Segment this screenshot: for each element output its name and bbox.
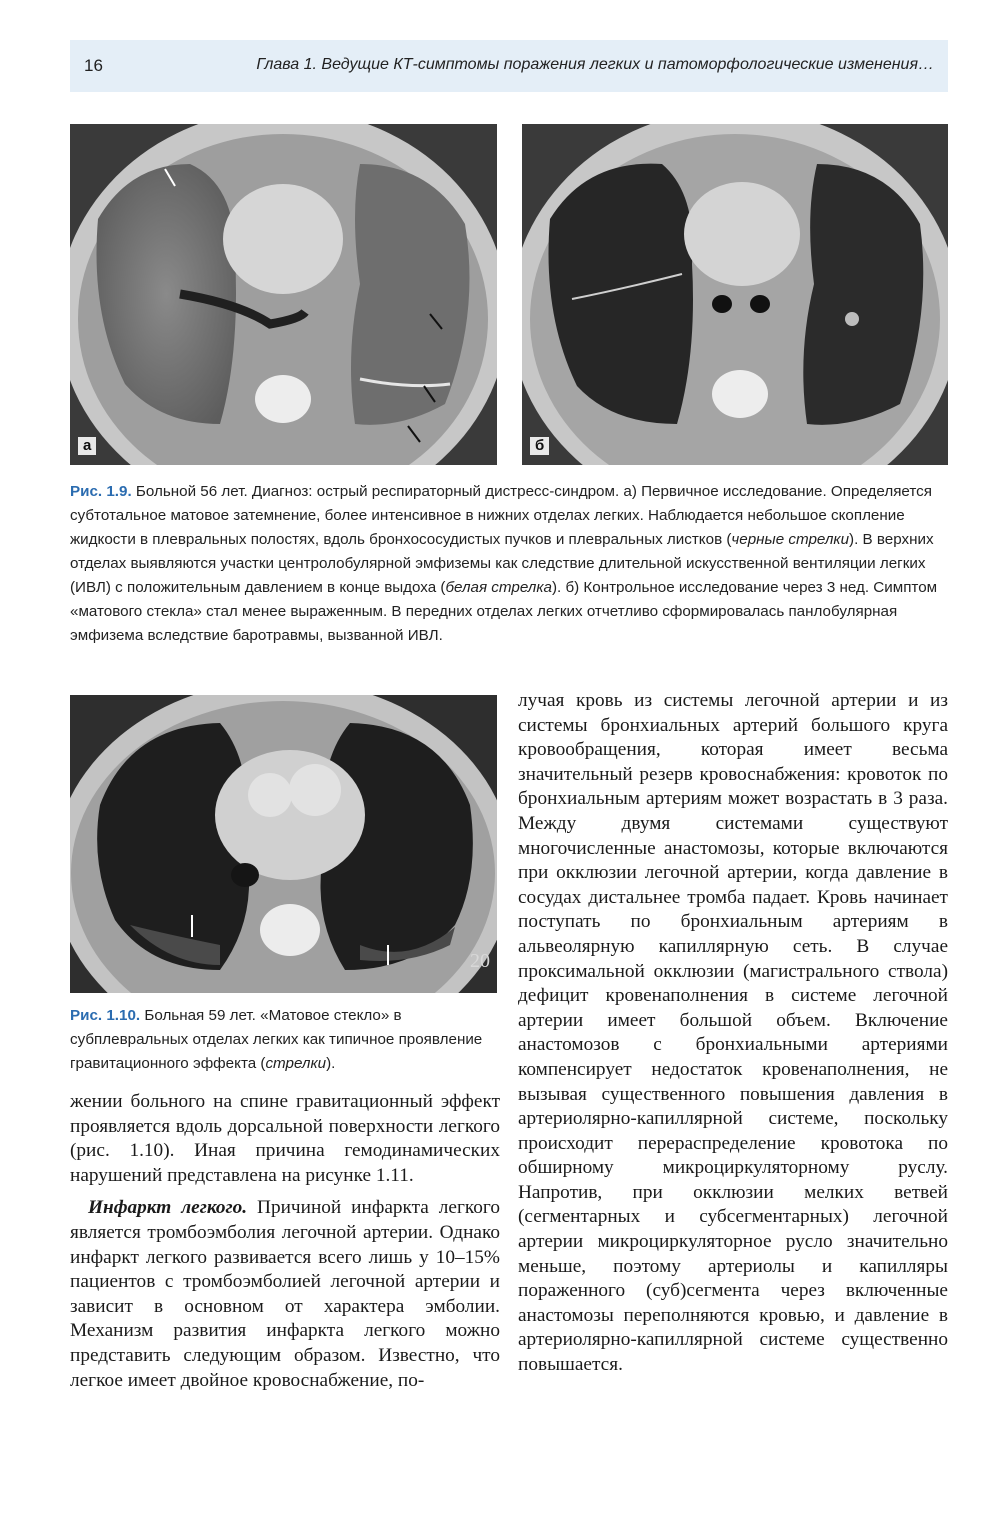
- caption-italic: белая стрелка: [445, 579, 552, 596]
- panel-label-b: б: [530, 437, 549, 455]
- right-text-column: [518, 689, 948, 1378]
- vertebra: [712, 370, 768, 418]
- left-text-column: [70, 1090, 500, 1393]
- ct-scan-image-a: [70, 124, 497, 465]
- section-title: Инфаркт легкого.: [88, 1197, 248, 1219]
- paragraph: лучая кровь из системы легочной артерии и из системы бронхиальных артерий большого круга кровообращения, которая имеет весьма значительный резерв кровоснабжения: кровоток по бронхиальным артериям может возрастать в 3 раза. Между двумя системами существуют многочисленные анастомозы, которые включаются при окклюзии легочной артерии, когда давление в сосудах дистальнее тромба падает. Кровь начинает поступать по бронхиальным артериям в альвеолярную капиллярную сеть. В случае проксимальной окклюзии (магистрального ствола) дефицит кровенаполнения в системе легочной артерии имеет большой объем. Включение анастомозов с бронхиальными артериями компенсирует недостаток кровенаполнения, не вызывая существенного повышения давления в артериолярно-капиллярной системе, поскольку происходит перераспределение кровотока по обширному микроциркуляторному руслу. Напротив, при окклюзии мелких ветвей (сегментарных и субсегментарных) легочной артерии микроциркуляторное русло значительно меньше, поэтому артериолы и капилляры пораженного (суб)сегмента через включенные анастомозы переполняются кровью, и давление в артериолярно-капиллярной системе существенно повышается.: [518, 690, 948, 1376]
- vertebra: [260, 904, 320, 956]
- caption-text: ). б) Контрольное исследование через 3 нед. Симптом «матового стекла» стал менее выраженным. В передних отделах легких отчетливо сформировалась панлобулярная эмфизема вследствие баротравмы, вызванной ИВЛ.: [70, 579, 938, 644]
- page-number: 16: [84, 56, 103, 75]
- trachea: [712, 295, 732, 313]
- figure-1-9-panel-a: [70, 124, 497, 465]
- caption-text: ).: [326, 1055, 336, 1072]
- paragraph: жении больного на спине гравитационный эффект проявляется вдоль дорсальной поверхности легкого (рис. 1.10). Иная причина гемодинамических нарушений представлена на рисунке 1.11.: [70, 1091, 500, 1186]
- mediastinum: [684, 182, 800, 286]
- caption-text: Больная 59 лет. «Матовое стекло» в субплевральных отделах легких как типичное проявление гравитационного эффекта (: [70, 1007, 483, 1072]
- caption-text: ). В верхних отделах выявляются участки центролобулярной эмфиземы как следствие длительной искусственной вентиляции легких (ИВЛ) с положительным давлением в конце выдоха (: [70, 531, 934, 596]
- esophagus: [750, 295, 770, 313]
- ct-scan-image-b: [522, 124, 948, 465]
- left-lung: [803, 164, 923, 425]
- heart-and-great-vessels: [215, 750, 365, 880]
- caption-text: Больной 56 лет. Диагноз: острый респираторный дистресс-синдром. а) Первичное исследование. Определяется субтотальное матовое затемнение, более интенсивное в нижних отделах легких. Наблюдается небольшое скопление жидкости в плевральных полостях, вдоль бронхососудистых пучков и плевральных листков (: [70, 483, 932, 548]
- figure-1-10-image: [70, 695, 497, 993]
- caption-italic: черные стрелки: [731, 531, 850, 548]
- figure-1-10-caption: [70, 1004, 500, 1076]
- mediastinum: [223, 184, 343, 294]
- vertebra: [255, 375, 311, 423]
- figure-1-9-caption: [70, 480, 948, 648]
- page-header: [70, 40, 948, 92]
- bronchus: [231, 863, 259, 887]
- image-corner-number: 20: [470, 950, 490, 972]
- paragraph-text: Причиной инфаркта легкого является тромбоэмболия легочной артерии. Однако инфаркт легкого развивается всего лишь у 10–15% пациентов с тромбоэмболией легочной артерии и зависит в основном от характера эмболии. Механизм развития инфаркта легкого можно представить следующим образом. Известно, что легкое имеет двойное кровоснабжение, по-: [70, 1197, 500, 1391]
- paragraph: [70, 1196, 500, 1393]
- caption-italic: стрелки: [265, 1055, 327, 1072]
- figure-1-9-panel-b: [522, 124, 948, 465]
- panel-label-a: а: [78, 437, 96, 455]
- figure-1-9-label: Рис. 1.9.: [70, 483, 132, 500]
- running-head: Глава 1. Ведущие КТ-симптомы поражения легких и патоморфологические изменения…: [256, 56, 934, 73]
- ct-scan-image-1-10: [70, 695, 497, 993]
- figure-1-10-label: Рис. 1.10.: [70, 1007, 141, 1024]
